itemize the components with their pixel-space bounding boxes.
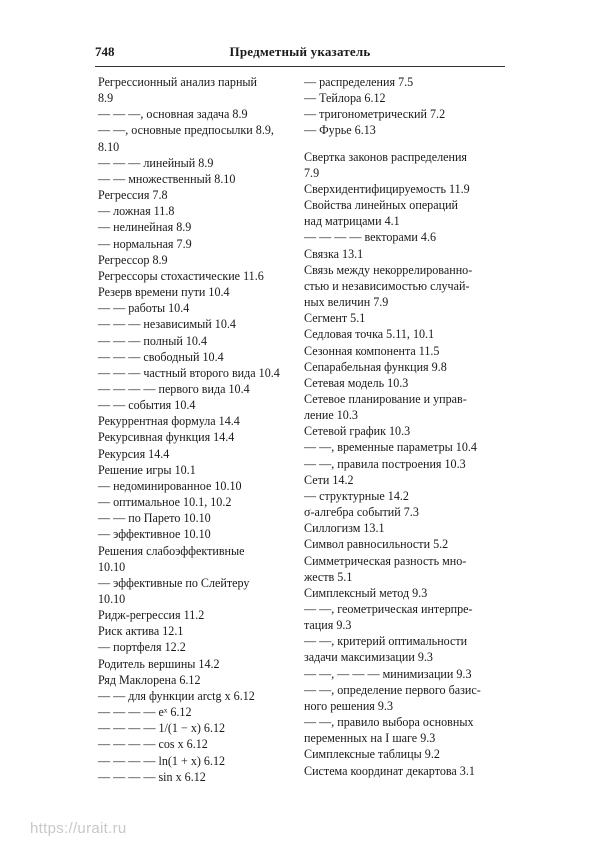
- source-watermark: https://urait.ru: [30, 820, 127, 837]
- index-entry: — Фурье 6.13: [304, 123, 376, 138]
- index-entry: — недоминированное 10.10: [98, 478, 242, 493]
- index-entry: — эффективное 10.10: [98, 527, 211, 542]
- group-separator: [304, 139, 506, 149]
- index-entry: — —, геометрическая интерпре-: [304, 602, 473, 616]
- index-entry: — —, правило выбора основных: [304, 715, 474, 730]
- index-entry: Сетевой график 10.3: [304, 424, 411, 439]
- index-entry: Сезонная компонента 11.5: [304, 343, 440, 358]
- index-entry: — — события 10.4: [98, 398, 196, 413]
- index-entry: Симплексный метод 9.3: [304, 585, 428, 600]
- index-entry: Резерв времени пути 10.4: [98, 285, 230, 300]
- index-entry: — — для функции arctg x 6.12: [98, 688, 255, 703]
- index-entry: Связка 13.1: [304, 246, 364, 261]
- index-group-s: [304, 149, 506, 779]
- index-entry: Сверхидентифицируемость 11.9: [304, 181, 470, 196]
- index-entry: 10.10: [98, 592, 126, 606]
- index-entry: Рекуррентная формула 14.4: [98, 414, 240, 429]
- index-entry: задачи максимизации 9.3: [304, 650, 433, 665]
- index-entry: σ-алгебра событий 7.3: [304, 505, 419, 520]
- index-entry: — — —, основная задача 8.9: [98, 107, 248, 122]
- index-entry: Силлогизм 13.1: [304, 521, 385, 536]
- index-entry: — — по Парето 10.10: [98, 511, 211, 526]
- index-entry: Свойства линейных операций: [304, 198, 459, 213]
- index-entry: Ряд Маклорена 6.12: [98, 672, 201, 687]
- index-entry: Риск актива 12.1: [98, 624, 184, 639]
- index-entry: — нелинейная 8.9: [98, 220, 192, 235]
- index-entry: — —, правила построения 10.3: [304, 456, 466, 471]
- index-entry: — — — — 1/(1 − x) 6.12: [98, 721, 226, 736]
- index-entry: — —, определение первого базис-: [304, 682, 481, 697]
- index-entry: ного решения 9.3: [304, 698, 393, 713]
- index-entry: Симплексные таблицы 9.2: [304, 747, 440, 762]
- index-entry: 7.9: [304, 165, 320, 180]
- page-header: [95, 44, 505, 67]
- page-number: 748: [95, 44, 115, 59]
- index-entry: Сетевая модель 10.3: [304, 375, 409, 390]
- index-entry: Регрессор 8.9: [98, 252, 168, 267]
- index-entry: — — — — ln(1 + x) 6.12: [98, 753, 226, 768]
- index-group-continuation: [304, 74, 506, 139]
- index-entry: — ложная 11.8: [98, 204, 175, 219]
- index-entry: Симметрическая разность мно-: [304, 553, 467, 568]
- index-entry: — —, временные параметры 10.4: [304, 440, 477, 455]
- index-entry: ление 10.3: [304, 408, 358, 423]
- index-entry: Сепарабельная функция 9.8: [304, 359, 447, 374]
- index-entry: Свертка законов распределения: [304, 149, 467, 164]
- index-entry: — структурные 14.2: [304, 488, 409, 503]
- index-entry: Связь между некоррелированно-: [304, 262, 473, 277]
- index-entry: Регрессоры стохастические 11.6: [98, 268, 264, 283]
- index-entry: — оптимальное 10.1, 10.2: [98, 495, 232, 510]
- index-entry: — —, — — — минимизации 9.3: [304, 666, 472, 681]
- index-entry: — — — — sin x 6.12: [98, 769, 206, 784]
- index-entry: — — — линейный 8.9: [98, 155, 214, 170]
- index-entry: Сети 14.2: [304, 472, 354, 487]
- index-entry: 10.10: [98, 559, 126, 574]
- index-entry: Седловая точка 5.11, 10.1: [304, 327, 435, 342]
- index-entry: — —, критерий оптимальности: [304, 634, 468, 649]
- index-entry: Рекурсия 14.4: [98, 446, 170, 461]
- index-entry: — —, основные предпосылки 8.9,: [98, 123, 274, 138]
- index-entry: Решения слабоэффективные: [98, 543, 245, 558]
- index-entry: — — — полный 10.4: [98, 333, 208, 348]
- index-entry: Родитель вершины 14.2: [98, 656, 220, 671]
- index-entry: Рекурсивная функция 14.4: [98, 430, 235, 445]
- index-entry: — — — — cos x 6.12: [98, 737, 208, 752]
- running-title: Предметный указатель: [229, 44, 371, 59]
- index-entry: — — — — векторами 4.6: [304, 230, 437, 245]
- index-entry: — тригонометрический 7.2: [304, 107, 446, 122]
- index-entry: — — — — первого вида 10.4: [98, 381, 250, 396]
- index-entry: стью и независимостью случай-: [304, 278, 470, 293]
- index-column-right: [304, 74, 506, 779]
- index-entry: — эффективные по Слейтеру: [98, 575, 250, 590]
- index-column-left: [98, 74, 296, 785]
- index-entry: жеств 5.1: [304, 569, 353, 584]
- index-entry: Сегмент 5.1: [304, 311, 366, 326]
- index-entry: тация 9.3: [304, 618, 352, 633]
- index-entry: — — — — eˣ 6.12: [98, 705, 192, 720]
- index-entry: — — — частный второго вида 10.4: [98, 365, 280, 380]
- index-entry: Система координат декартова 3.1: [304, 763, 475, 778]
- index-entry: — портфеля 12.2: [98, 640, 186, 655]
- index-entry: Регрессия 7.8: [98, 188, 168, 203]
- index-entry: — Тейлора 6.12: [304, 91, 386, 106]
- index-entry: — — работы 10.4: [98, 301, 190, 316]
- index-entry: Решение игры 10.1: [98, 462, 196, 477]
- index-entry: ных величин 7.9: [304, 295, 389, 310]
- index-entry: над матрицами 4.1: [304, 214, 400, 229]
- index-entry: Символ равносильности 5.2: [304, 537, 449, 552]
- index-entry: — — множественный 8.10: [98, 171, 236, 186]
- index-entry: переменных на I шаге 9.3: [304, 731, 436, 746]
- index-entry: — — — независимый 10.4: [98, 317, 236, 332]
- index-entry: Сетевое планирование и управ-: [304, 391, 467, 406]
- index-entry: — нормальная 7.9: [98, 236, 192, 251]
- index-entry: Регрессионный анализ парный: [98, 75, 258, 89]
- index-entry: 8.9: [98, 91, 114, 106]
- index-entry: Ридж-регрессия 11.2: [98, 608, 205, 623]
- index-entry: — распределения 7.5: [304, 75, 414, 89]
- index-entry: 8.10: [98, 139, 120, 154]
- index-entry: — — — свободный 10.4: [98, 349, 224, 364]
